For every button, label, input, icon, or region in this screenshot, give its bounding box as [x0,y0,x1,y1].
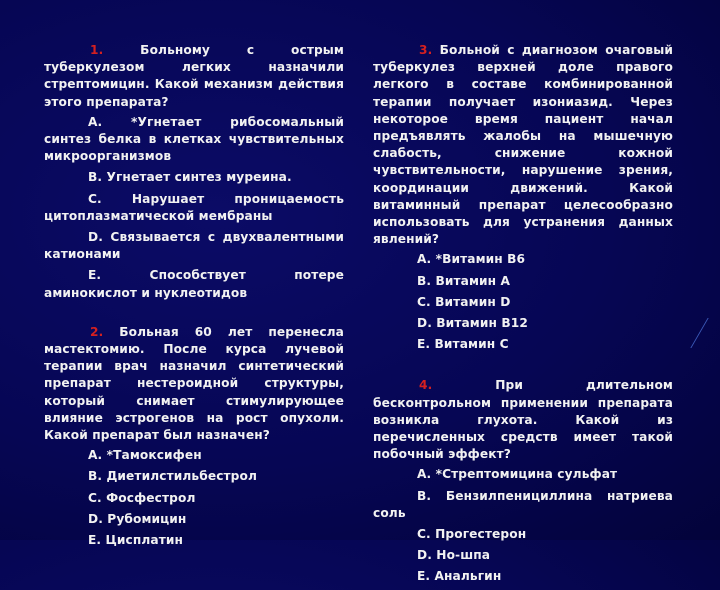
question-number: 2. [90,324,104,339]
answer-option: С. Витамин D [417,294,511,309]
question-3-options [373,251,673,357]
answer-option: В. Витамин А [417,273,511,288]
question-text: Больной с диагнозом очаговый туберкулез верхней доле правого легкого в составе комбинированной терапии получает изониазид. Через некоторое время пациент начал предъявлять жалобы на мышечную слабость, снижение кожной чувствительности, нарушение зрения, координации движений. Какой витаминный препарат целесообразно использовать для устранения данных явлений? [373,43,673,247]
answer-option: В. Диетилстильбестрол [88,469,257,484]
answer-option: Е. Способствует потере аминокислот и нуклеотидов [44,268,344,300]
answer-option: D. Но-шпа [417,548,491,563]
question-text: Больному с острым туберкулезом легких назначили стрептомицин. Какой механизм действия этого препарата? [44,43,344,109]
answer-option: D. Рубомицин [88,511,187,526]
left-column [44,42,344,553]
answer-option: А. *Тамоксифен [88,448,202,463]
answer-option: В. Угнетает синтез муреина. [88,170,292,185]
answer-option: Е. Анальгин [417,569,502,584]
spacer [373,357,673,377]
decorative-stroke [690,318,720,348]
answer-option: D. Связывается с двухвалентными катионами [44,230,344,262]
question-number: 4. [419,378,433,393]
question-1-options [44,114,344,306]
answer-option: В. Бензилпенициллина натриева соль [373,488,673,520]
answer-option: С. Нарушает проницаемость цитоплазматической̆ мембраны [44,191,344,223]
right-column [373,42,673,590]
question-2 [44,324,344,444]
question-text: При длительном бесконтрольном применении препарата возникла глухота. Какой из перечисленных средств имеет такой побочный эффект? [373,378,673,462]
answer-option: С. Прогестерон [417,527,527,542]
question-text: Больная 60 лет перенесла мастектомию. После курса лучевой терапии врач назначил синтетический препарат нестероидной структуры, который снимает стимулирующее влияние эстрогенов на рост опухоли. Какой препарат был назначен? [44,324,344,443]
answer-option: С. Фосфестрол [88,490,196,505]
question-2-options [44,447,344,553]
answer-option: Е. Цисплатин [88,533,184,548]
answer-option: А. *Витамин В6 [417,252,526,267]
question-3 [373,42,673,248]
question-number: 3. [419,43,433,57]
spacer [44,306,344,324]
answer-option: А. *Стрептомицина сульфат [417,467,618,482]
question-1 [44,42,344,111]
question-4 [373,377,673,463]
question-number: 1. [90,43,104,57]
answer-option: А. *Угнетает рибосомальный синтез белка в клетках чувствительных микроорганизмов [44,114,344,164]
answer-option: Е. Витамин С [417,337,509,352]
question-4-options [373,466,673,589]
answer-option: D. Витамин В12 [417,316,528,331]
